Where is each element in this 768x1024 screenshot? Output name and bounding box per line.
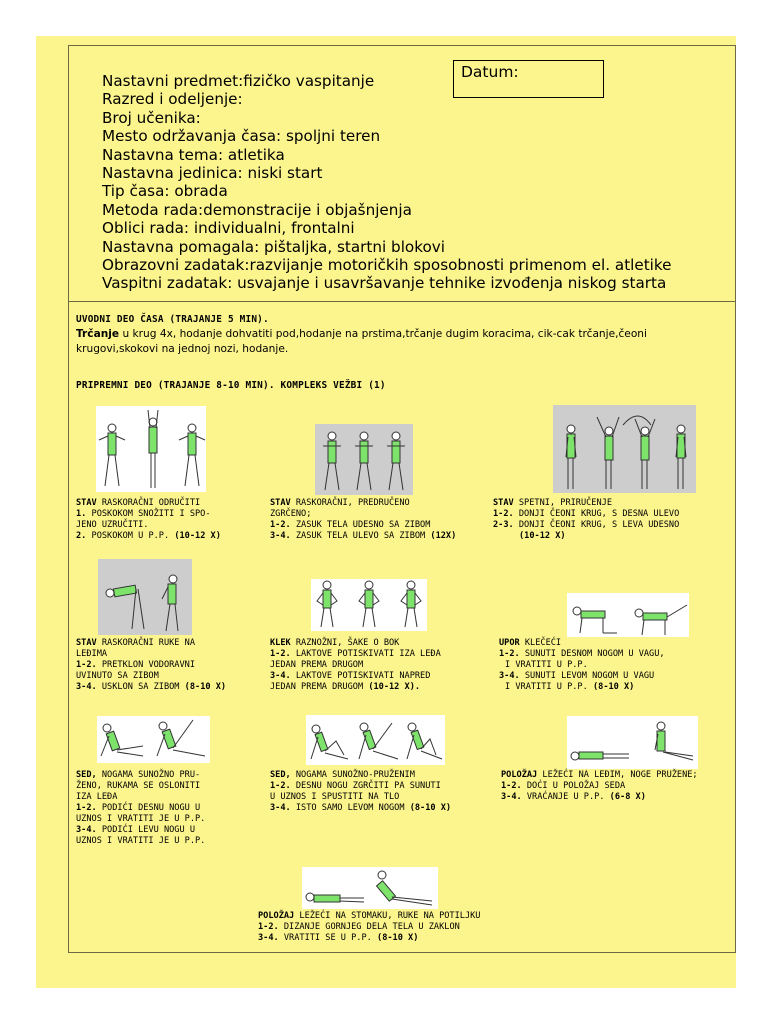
caption-position-line [493, 498, 679, 509]
caption-step-line [499, 682, 665, 693]
step-count: 3-4. [270, 531, 291, 541]
info-method: Metoda rada:demonstracije i objašnjenja [102, 200, 412, 219]
exercise-5-caption [270, 638, 441, 693]
caption-position: RAZNOŽNI, ŠAKE O BOK [290, 638, 400, 648]
date-box [453, 60, 604, 98]
exercise-7-figure-icon [97, 716, 210, 763]
step-count: 3-4. [76, 682, 97, 692]
step-text: LEĐIMA [76, 649, 108, 659]
step-count: 3-4. [270, 803, 291, 813]
step-text: JEDAN PREMA DRUGOM [270, 682, 369, 692]
caption-step-line [270, 803, 451, 814]
caption-position: LEŽEĆI NA STOMAKU, RUKE NA POTILJKU [294, 911, 481, 921]
caption-step-line [501, 792, 698, 803]
exercise-8-caption [270, 770, 451, 814]
step-text: LAKTOVE POTISKIVATI IZA LEĐA [290, 649, 441, 659]
caption-position: LEŽEĆI NA LEĐIM, NOGE PRUŽENE; [537, 770, 698, 780]
intro-keyword: Trčanje [76, 328, 120, 340]
repetition-count: (8-10 X) [184, 682, 227, 692]
caption-position: KLEČEĆI [519, 638, 562, 648]
caption-step-line [270, 509, 456, 520]
date-label: Datum: [461, 63, 519, 81]
caption-keyword: UPOR [499, 638, 520, 648]
step-text: VRAĆANJE U P.P. [521, 792, 610, 802]
step-count: 1-2. [76, 803, 97, 813]
repetition-count: (8-10 X) [592, 682, 635, 692]
step-text: PRETKLON VODORAVNI [96, 660, 196, 670]
caption-step-line [499, 671, 665, 682]
info-location: Mesto održavanja časa: spoljni teren [102, 127, 381, 146]
intro-body: u krug 4x, hodanje dohvatiti pod,hodanje na prstima,trčanje dugim koracima, cik-cak trčanje,čeoni krugovi,skokovi na jednoj nozi, hodanje. [76, 328, 647, 355]
caption-position-line [270, 770, 451, 781]
caption-position-line [270, 638, 441, 649]
caption-step-line [270, 792, 451, 803]
step-text: U UZNOS I SPUSTITI NA TLO [270, 792, 400, 802]
info-student-count: Broj učenika: [102, 108, 201, 127]
repetition-count: (12X) [430, 531, 457, 541]
repetition-count: (6-8 X) [609, 792, 646, 802]
caption-step-line [270, 531, 456, 542]
caption-step-line [270, 649, 441, 660]
step-text: DOĆI U POLOŽAJ SEDA [521, 781, 626, 791]
step-text: ZGRČENO; [270, 509, 312, 519]
exercise-9-caption [501, 770, 698, 803]
caption-position: SPETNI, PRIRUČENJE [513, 498, 613, 508]
repetition-count: (10-12 X) [519, 531, 566, 541]
caption-step-line [76, 836, 205, 847]
caption-step-line [76, 803, 205, 814]
step-count: 1-2. [76, 660, 97, 670]
caption-position-line [499, 638, 665, 649]
step-text: ŽENO, RUKAMA SE OSLONITI [76, 781, 201, 791]
step-text: ZASUK TELA UDESNO SA ZIBOM [290, 520, 431, 530]
caption-step-line [76, 814, 205, 825]
caption-position: RASKORAČNI, PREDRUČENO [290, 498, 410, 508]
step-text: POSKOKOM U P.P. [86, 531, 175, 541]
caption-keyword: POLOŽAJ [258, 911, 295, 921]
caption-keyword: STAV [493, 498, 514, 508]
info-topic: Nastavna tema: atletika [102, 145, 285, 164]
info-teaching-aids: Nastavna pomagala: pištaljka, startni blokovi [102, 237, 445, 256]
intro-text [76, 327, 726, 356]
step-text: PODIĆI LEVU NOGU U [96, 825, 196, 835]
caption-position-line [76, 638, 226, 649]
info-class: Razred i odeljenje: [102, 90, 243, 109]
step-count: 1-2. [270, 781, 291, 791]
caption-step-line [270, 781, 451, 792]
step-text: I VRATITI U P.P. [505, 682, 593, 692]
exercise-2-caption [270, 498, 456, 542]
step-text: JENO UZRUČITI. [76, 520, 149, 530]
exercise-7-caption [76, 770, 205, 847]
caption-position: RASKORAČNI RUKE NA [96, 638, 196, 648]
exercise-4-caption [76, 638, 226, 693]
info-educational-goal: Obrazovni zadatak:razvijanje motoričkih sposobnosti primenom el. atletike [102, 256, 672, 275]
repetition-count: (10-12 X). [368, 682, 421, 692]
step-count: 1-2. [270, 520, 291, 530]
step-text: DONJI ČEONI KRUG, S DESNA ULEVO [513, 509, 680, 519]
step-text: JEDAN PREMA DRUGOM [270, 660, 364, 670]
step-text: UZNOS I VRATITI JE U P.P. [76, 836, 206, 846]
step-text: UVINUTO SA ZIBOM [76, 671, 159, 681]
caption-step-line [270, 671, 441, 682]
exercise-4-figure-icon [98, 559, 192, 635]
caption-keyword: SED, [270, 770, 291, 780]
caption-step-line [76, 520, 221, 531]
step-count: 3-4. [270, 671, 291, 681]
step-text: SUNUTI DESNOM NOGOM U VAGU, [519, 649, 665, 659]
step-count: 1-2. [501, 781, 522, 791]
caption-step-line [258, 922, 480, 933]
caption-keyword: STAV [270, 498, 291, 508]
exercise-3-caption [493, 498, 679, 542]
exercise-5-figure-icon [311, 579, 427, 631]
caption-position-line [76, 770, 205, 781]
caption-step-line [493, 531, 679, 542]
caption-position-line [258, 911, 480, 922]
step-text: PODIĆI DESNU NOGU U [96, 803, 201, 813]
caption-position: NOGAMA SUNOŽNO PRU- [96, 770, 201, 780]
section-divider [68, 301, 736, 302]
step-count: 1-2. [493, 509, 514, 519]
caption-step-line [499, 660, 665, 671]
caption-step-line [76, 509, 221, 520]
repetition-count: (8-10 X) [409, 803, 452, 813]
exercise-1-caption [76, 498, 221, 542]
step-text: POSKOKOM SNOŽITI I SPO- [86, 509, 211, 519]
caption-position: NOGAMA SUNOŽNO-PRUŽENIM [290, 770, 415, 780]
caption-keyword: KLEK [270, 638, 291, 648]
info-upbringing-goal: Vaspitni zadatak: usvajanje i usavršavanje tehnike izvođenja niskog starta [102, 274, 667, 293]
exercise-8-figure-icon [306, 715, 445, 765]
caption-keyword: POLOŽAJ [501, 770, 538, 780]
caption-step-line [270, 682, 441, 693]
exercise-3-figure-icon [553, 405, 696, 493]
step-text: DONJI ČEONI KRUG, S LEVA UDESNO [513, 520, 680, 530]
exercise-6-figure-icon [567, 593, 689, 637]
step-count: 1-2. [258, 922, 279, 932]
lesson-info [102, 72, 742, 293]
step-count: 3-4. [501, 792, 522, 802]
caption-step-line [76, 792, 205, 803]
caption-keyword: STAV [76, 498, 97, 508]
step-count: 3-4. [76, 825, 97, 835]
caption-position-line [76, 498, 221, 509]
info-lesson-type: Tip časa: obrada [102, 182, 228, 201]
step-count: 3-4. [499, 671, 520, 681]
caption-keyword: SED, [76, 770, 97, 780]
step-text: ZASUK TELA ULEVO SA ZIBOM [290, 531, 431, 541]
caption-step-line [76, 682, 226, 693]
exercise-2-figure-icon [315, 424, 413, 495]
caption-step-line [499, 649, 665, 660]
step-count: 1-2. [499, 649, 520, 659]
info-subject: Nastavni predmet:fizičko vaspitanje [102, 72, 375, 90]
exercise-6-caption [499, 638, 665, 693]
caption-step-line [76, 649, 226, 660]
step-text: UZNOS I VRATITI JE U P.P. [76, 814, 206, 824]
exercise-1-figure-icon [96, 406, 206, 492]
step-count: 1. [76, 509, 87, 519]
caption-step-line [270, 660, 441, 671]
caption-step-line [76, 660, 226, 671]
caption-step-line [501, 781, 698, 792]
caption-position: RASKORAČNI ODRUČITI [96, 498, 201, 508]
step-text: SUNUTI LEVOM NOGOM U VAGU [519, 671, 655, 681]
exercise-9-figure-icon [567, 716, 698, 769]
caption-step-line [493, 520, 679, 531]
step-text: DESNU NOGU ZGRČITI PA SUNUTI [290, 781, 441, 791]
exercise-10-caption [258, 911, 480, 944]
step-text: LAKTOVE POTISKIVATI NAPRED [290, 671, 431, 681]
exercise-10-figure-icon [302, 867, 438, 909]
step-count: 1-2. [270, 649, 291, 659]
caption-step-line [270, 520, 456, 531]
caption-keyword: STAV [76, 638, 97, 648]
info-work-forms: Oblici rada: individualni, frontalni [102, 219, 355, 238]
caption-step-line [76, 781, 205, 792]
repetition-count: (8-10 X) [377, 933, 419, 943]
caption-position-line [501, 770, 698, 781]
info-unit: Nastavna jedinica: niski start [102, 164, 323, 183]
step-count: 3-4. [258, 933, 279, 943]
step-text: DIZANJE GORNJEG DELA TELA U ZAKLON [278, 922, 460, 932]
caption-step-line [76, 531, 221, 542]
caption-step-line [493, 509, 679, 520]
caption-step-line [76, 825, 205, 836]
caption-step-line [76, 671, 226, 682]
step-text: ISTO SAMO LEVOM NOGOM [290, 803, 410, 813]
step-text: USKLON SA ZIBOM [96, 682, 185, 692]
step-count: 2. [76, 531, 87, 541]
step-count: 2-3. [493, 520, 514, 530]
caption-position-line [270, 498, 456, 509]
repetition-count: (10-12 X) [174, 531, 221, 541]
step-text: VRATITI SE U P.P. [278, 933, 378, 943]
step-text: IZA LEĐA [76, 792, 118, 802]
intro-title: UVODNI DEO ČASA (TRAJANJE 5 MIN). [76, 314, 269, 325]
caption-step-line [258, 933, 480, 944]
prep-title: PRIPREMNI DEO (TRAJANJE 8-10 MIN). KOMPLEKS VEŽBI (1) [76, 380, 386, 391]
step-text: I VRATITI U P.P. [505, 660, 588, 670]
